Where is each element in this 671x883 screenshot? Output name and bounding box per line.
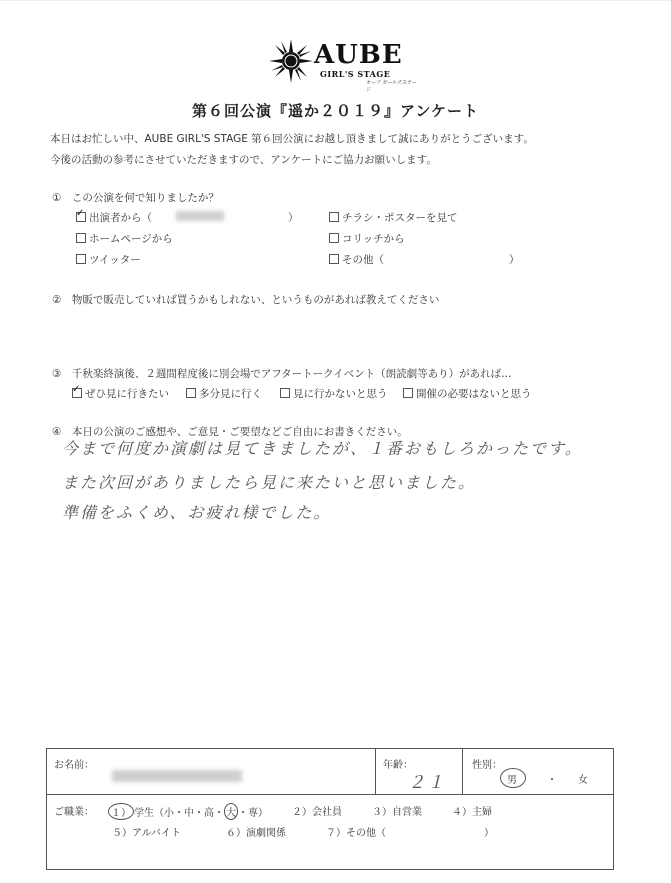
sun-emblem-icon (268, 38, 314, 84)
handwritten-answer-line-1: 今まで何度か演劇は見てきましたが、１番おもしろかったです。 (62, 439, 583, 458)
scan-edge (0, 0, 671, 1)
q1-option-homepage[interactable] (76, 231, 173, 246)
q1-option-other-close: ） (509, 254, 520, 266)
q1-option-corich[interactable] (329, 231, 405, 246)
age-label: 年齢： (383, 760, 413, 771)
q1-option-twitter[interactable] (76, 252, 141, 267)
occupation-num: ４） (452, 807, 472, 818)
checkbox-icon[interactable] (76, 233, 86, 243)
occupation-other[interactable] (326, 824, 386, 839)
checkbox-checked-icon[interactable] (72, 388, 82, 398)
school-selected-circle-icon (224, 803, 238, 820)
footer-divider (46, 794, 614, 795)
option-label: ツイッター (89, 254, 141, 266)
option-label: ホームページから (89, 233, 173, 245)
occupation-selected-circle-icon (108, 803, 134, 820)
school-level-university: 大 (226, 808, 236, 819)
logo-wordmark: AUBE (314, 40, 403, 70)
option-label: その他（ (342, 254, 384, 266)
checkbox-icon[interactable] (186, 388, 196, 398)
intro-line-1: 本日はお忙しい中、AUBE GIRL'S STAGE 第６回公演にお越し頂きまして誠にありがとうございます。 (50, 133, 534, 145)
brand-logo (268, 38, 418, 93)
q1-option-other[interactable] (329, 252, 384, 267)
occupation-text: 学生（小・中・高・ (134, 808, 224, 819)
checkbox-icon[interactable] (76, 254, 86, 264)
occupation-num: ２） (292, 807, 312, 818)
checkbox-icon[interactable] (329, 212, 339, 222)
occupation-num: ７） (326, 828, 346, 839)
age-divider (375, 748, 376, 794)
age-value: ２１ (408, 773, 446, 793)
option-label: チラシ・ポスターを見て (342, 212, 458, 224)
occupation-text: 会社員 (312, 807, 342, 818)
occupation-other-close: ） (484, 828, 494, 839)
checkbox-icon[interactable] (329, 233, 339, 243)
option-label: 出演者から（ (89, 212, 152, 224)
q1-label: ① この公演を何で知りましたか？ (52, 192, 219, 204)
checkbox-icon[interactable] (280, 388, 290, 398)
gender-label: 性別： (472, 760, 502, 771)
occupation-company-employee[interactable] (292, 803, 342, 818)
occupation-self-employed[interactable] (372, 803, 422, 818)
redacted-respondent-name (112, 770, 242, 782)
gender-male[interactable]: 男 (507, 775, 517, 786)
redacted-name (176, 211, 224, 221)
q3-option-definitely[interactable] (72, 386, 169, 401)
occupation-housewife[interactable] (452, 803, 492, 818)
page-title: 第６回公演『遥か２０１９』アンケート (191, 102, 480, 120)
occupation-text: アルバイト (132, 828, 181, 839)
gender-divider (462, 748, 463, 794)
occupation-text: その他（ (346, 828, 386, 839)
occupation-text: 自営業 (392, 807, 422, 818)
occupation-num: ６） (226, 828, 246, 839)
occupation-theater[interactable] (226, 824, 286, 839)
option-label: コリッチから (342, 233, 405, 245)
handwritten-answer-line-2: また次回がありましたら見に来たいと思いました。 (62, 473, 477, 492)
occupation-num: １） (111, 808, 131, 819)
q1-option-flyer[interactable] (329, 210, 458, 225)
occupation-tail: ・専） (238, 808, 268, 819)
q1-option-performer[interactable] (76, 210, 152, 225)
q3-option-probably[interactable] (186, 386, 262, 401)
occupation-text: 演劇関係 (246, 828, 286, 839)
logo-kana: オーブ ガールズステージ (366, 80, 417, 93)
option-label: 開催の必要はないと思う (416, 388, 532, 400)
occupation-num: ３） (372, 807, 392, 818)
option-label: 多分見に行く (199, 388, 262, 400)
intro-line-2: 今後の活動の参考にさせていただきますので、アンケートにご協力お願いします。 (50, 154, 437, 166)
occupation-num: ５） (112, 828, 132, 839)
checkbox-icon[interactable] (329, 254, 339, 264)
q3-label: ③ 千秋楽終演後、２週間程度後に別会場でアフタートークイベント（朗読劇等あり）があれば… (52, 368, 512, 380)
name-label: お名前： (54, 760, 94, 771)
gender-female[interactable]: 女 (578, 775, 588, 786)
checkbox-checked-icon[interactable] (76, 212, 86, 222)
handwritten-answer-line-3: 準備をふくめ、お疲れ様でした。 (62, 503, 332, 522)
checkbox-icon[interactable] (403, 388, 413, 398)
gender-separator: ・ (547, 775, 557, 786)
q4-label: ④ 本日の公演のご感想や、ご意見・ご要望などご自由にお書きください。 (52, 426, 408, 438)
q3-option-not-go[interactable] (280, 386, 388, 401)
q2-label: ② 物販で販売していれば買うかもしれない、というものがあれば教えてください (52, 294, 440, 306)
q1-option-performer-close: ） (288, 212, 299, 224)
occupation-part-time[interactable] (112, 824, 181, 839)
occupation-label: ご職業： (54, 807, 94, 818)
logo-tagline: GIRL'S STAGE (320, 69, 391, 79)
occupation-text: 主婦 (472, 807, 492, 818)
occupation-student[interactable] (108, 803, 268, 820)
q3-option-unnecessary[interactable] (403, 386, 532, 401)
option-label: ぜひ見に行きたい (85, 388, 169, 400)
option-label: 見に行かないと思う (293, 388, 388, 400)
